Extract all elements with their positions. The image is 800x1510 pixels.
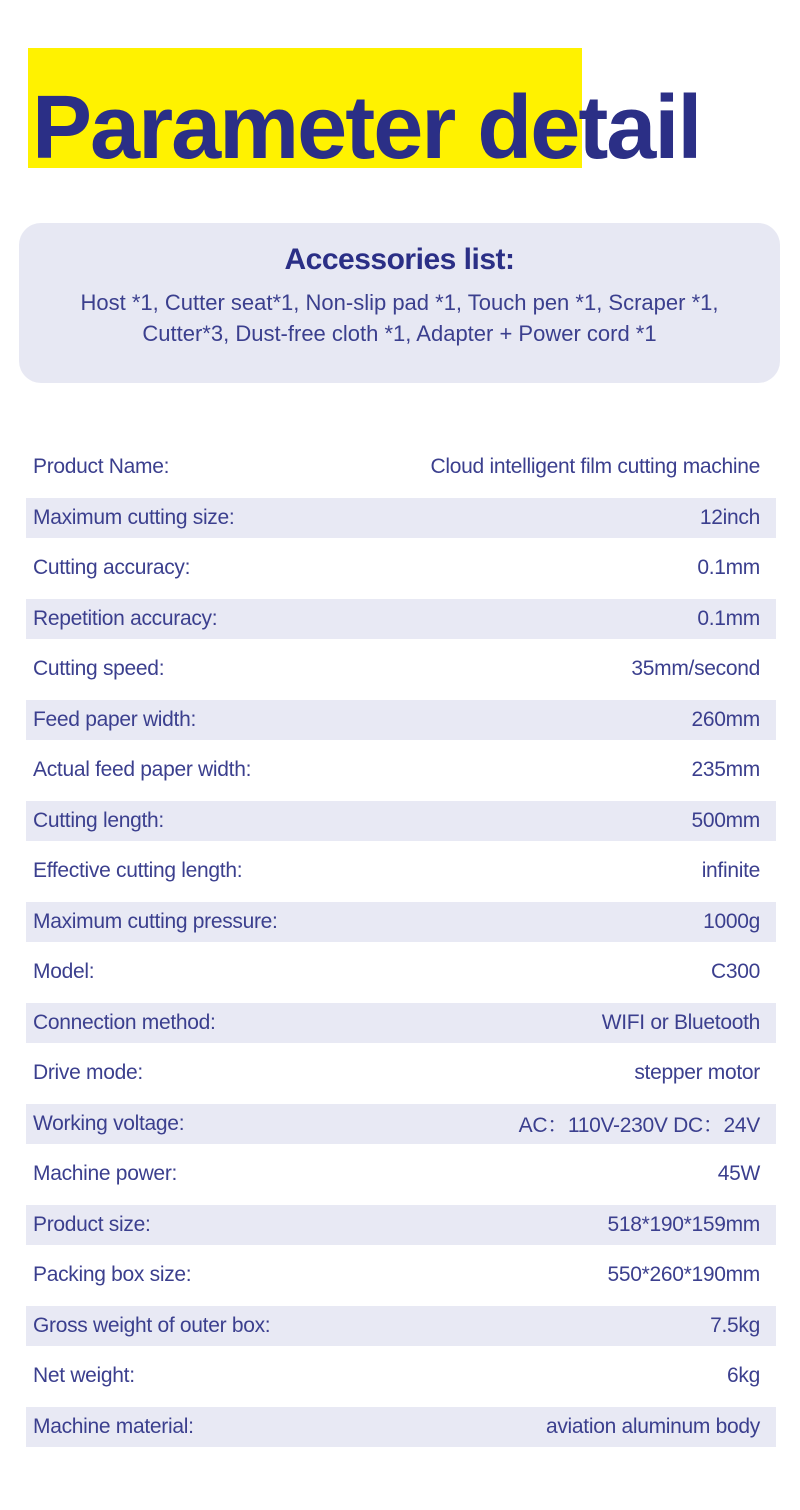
spec-label: Maximum cutting pressure: — [33, 909, 278, 933]
spec-value: 7.5kg — [710, 1313, 760, 1337]
spec-value: 550*260*190mm — [607, 1263, 760, 1287]
accessories-line-1: Host *1, Cutter seat*1, Non-slip pad *1, Touch pen *1, Scraper *1, — [80, 290, 719, 315]
spec-value: 35mm/second — [631, 657, 760, 681]
spec-row — [26, 1255, 776, 1296]
spec-value: 260mm — [691, 707, 760, 731]
spec-value: 45W — [717, 1162, 760, 1186]
spec-row — [26, 498, 776, 539]
spec-value: 1000g — [703, 909, 760, 933]
spec-label: Maximum cutting size: — [33, 505, 235, 529]
spec-row — [26, 1003, 776, 1044]
spec-label: Cutting length: — [33, 808, 164, 832]
spec-value: C300 — [710, 960, 760, 984]
spec-label: Product Name: — [33, 455, 170, 479]
spec-value: 0.1mm — [697, 606, 760, 630]
title-block — [28, 48, 728, 178]
spec-row — [26, 1154, 776, 1195]
spec-row — [26, 1356, 776, 1397]
spec-label: Repetition accuracy: — [33, 606, 218, 630]
spec-row — [26, 902, 776, 943]
accessories-card — [19, 223, 780, 383]
spec-label: Cutting accuracy: — [33, 556, 191, 580]
spec-row — [26, 851, 776, 892]
spec-value: WIFI or Bluetooth — [601, 1010, 760, 1034]
spec-row — [26, 649, 776, 690]
spec-value: stepper motor — [634, 1061, 760, 1085]
spec-value: infinite — [701, 859, 760, 883]
spec-label: Net weight: — [33, 1364, 135, 1388]
spec-value: AC：110V-230V DC：24V — [518, 1113, 760, 1137]
spec-row — [26, 447, 776, 488]
spec-row — [26, 1104, 776, 1145]
spec-value: 6kg — [727, 1364, 760, 1388]
spec-value: Cloud intelligent film cutting machine — [430, 455, 760, 479]
spec-value: 0.1mm — [697, 556, 760, 580]
accessories-list — [19, 287, 780, 349]
spec-label: Connection method: — [33, 1010, 216, 1034]
spec-row — [26, 548, 776, 589]
spec-value: 235mm — [691, 758, 760, 782]
spec-row — [26, 599, 776, 640]
spec-label: Product size: — [33, 1212, 151, 1236]
spec-table — [26, 447, 776, 1457]
page-title: Parameter detail — [32, 78, 701, 178]
spec-label: Gross weight of outer box: — [33, 1313, 271, 1337]
spec-row — [26, 700, 776, 741]
spec-row — [26, 1205, 776, 1246]
spec-row — [26, 801, 776, 842]
spec-row — [26, 1053, 776, 1094]
spec-value: 12inch — [699, 505, 760, 529]
spec-row — [26, 1407, 776, 1448]
spec-label: Drive mode: — [33, 1061, 143, 1085]
spec-value: aviation aluminum body — [545, 1414, 760, 1438]
spec-label: Machine material: — [33, 1414, 194, 1438]
spec-row — [26, 1306, 776, 1347]
accessories-title: Accessories list: — [284, 243, 515, 276]
spec-label: Feed paper width: — [33, 707, 197, 731]
spec-value: 518*190*159mm — [607, 1212, 760, 1236]
spec-label: Working voltage: — [33, 1111, 185, 1135]
spec-label: Cutting speed: — [33, 657, 165, 681]
spec-row — [26, 750, 776, 791]
spec-label: Packing box size: — [33, 1263, 192, 1287]
spec-label: Effective cutting length: — [33, 859, 243, 883]
spec-value: 500mm — [691, 808, 760, 832]
spec-label: Actual feed paper width: — [33, 758, 252, 782]
spec-row — [26, 952, 776, 993]
spec-label: Model: — [33, 960, 95, 984]
accessories-line-2: Cutter*3, Dust-free cloth *1, Adapter + Power cord *1 — [142, 321, 657, 346]
spec-label: Machine power: — [33, 1162, 178, 1186]
